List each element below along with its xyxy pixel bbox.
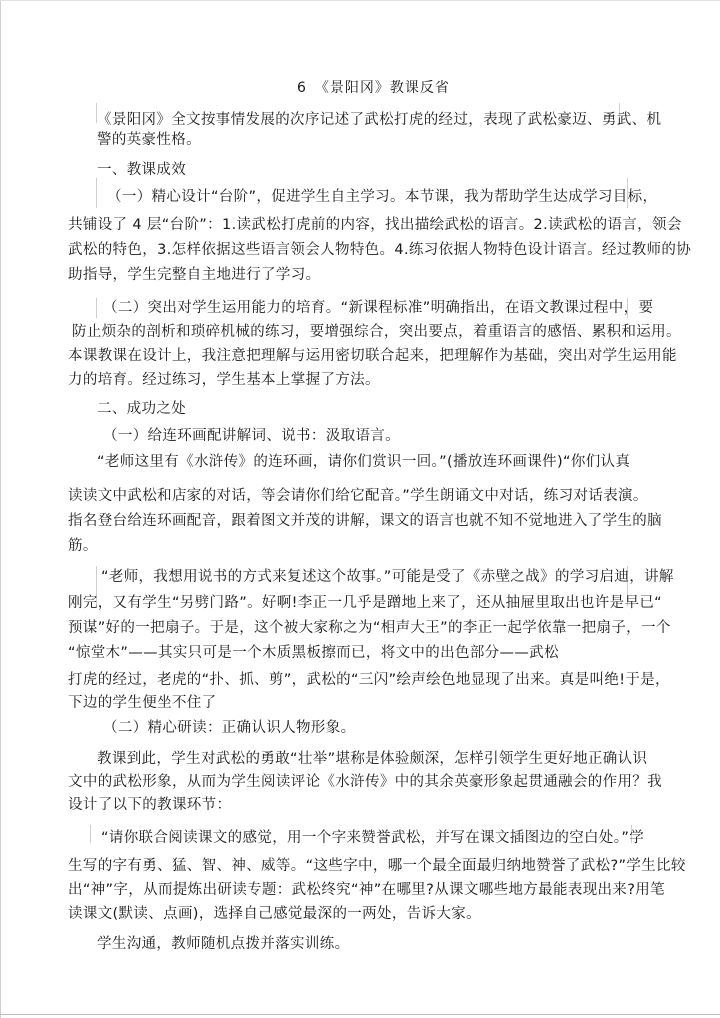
text-line-6: 武松的特色，3.怎样依据这些语言领会人物特色。4.练习依据人物特色设计语言。经过教师的协 (68, 242, 692, 258)
page-bottom-border (0, 1014, 720, 1015)
text-line-10: 本课教课在设计上，我注意把理解与运用密切联合起来，把理解作为基础，突出对学生运用能 (68, 348, 677, 364)
text-line-11: 力的培育。经过练习，学生基本上掌握了方法。 (68, 372, 380, 388)
text-line-16: 指名登台给连环画配音，跟着图文并茂的讲解，课文的语言也就不知不觉地进入了学生的脑 (68, 513, 662, 529)
document-title: 6 《景阳冈》教课反省 (297, 80, 450, 96)
text-line-26: 文中的武松形象，从而为学生阅读评论《水浒传》中的其余英豪形象起贯通融会的作用？我 (68, 774, 662, 790)
text-line-5: 共铺设了 4 层“台阶”：1.读武松打虎前的内容，找出描绘武松的语言。2.读武松的语言，领会 (68, 217, 682, 233)
text-line-23: 下边的学生便坐不住了 (68, 695, 217, 711)
text-line-9: 防止烦杂的剖析和琐碎机械的练习，要增强综合，突出要点，着重语言的感悟、累积和运用。 (72, 324, 681, 340)
text-line-15: 读读文中武松和店家的对话，等会请你们给它配音。”学生朗诵文中对话，练习对话表演。 (68, 488, 648, 504)
text-line-32: 学生沟通，教师随机点拨并落实训练。 (97, 936, 350, 952)
page-left-border (0, 0, 1, 1018)
text-line-25: 教课到此，学生对武松的勇敢“壮举”堪称是体验颇深，怎样引领学生更好地正确认识 (97, 751, 648, 767)
text-line-7: 助指导，学生完整自主地进行了学习。 (68, 267, 321, 283)
text-line-21: “惊堂木”——其实只可是一个木质黑板擦而已，将文中的出色部分——武松 (68, 645, 559, 661)
text-line-27: 设计了以下的教课环节： (68, 797, 232, 813)
text-line-29: 生写的字有勇、猛、智、神、威等。“这些字中，哪一个最全面最归纳地赞誉了武松?”学生比较 (68, 858, 686, 874)
text-line-31: 读课文(默读、点画)，选择自己感觉最深的一两处，告诉大家。 (68, 906, 481, 922)
text-line-20: 预谋”好的一把扇子。于是，这个被大家称之为“相声大王”的李正一起学依靠一把扇子，一个 (68, 620, 671, 636)
text-line-19: 刚完，又有学生“另劈门路”。好啊!李正一几乎是蹭地上来了，还从抽屉里取出也许是早已“ (68, 595, 663, 611)
section-heading-2: 二、成功之处 (97, 401, 187, 417)
text-line-30: 出“神”字，从而提炼出研读专题：武松终究“神”在哪里?从课文哪些地方最能表现出来?用笔 (68, 882, 665, 898)
text-line-2: 警的英豪性格。 (97, 132, 201, 148)
text-line-14: “老师这里有《水浒传》的连环画，请你们赏识一回。”(播放连环画课件)“你们认真 (97, 454, 631, 470)
text-line-17: 筋。 (68, 538, 98, 554)
text-line-1: 《景阳冈》全文按事情发展的次序记述了武松打虎的经过，表现了武松豪迈、勇武、机 (97, 112, 662, 128)
text-line-18: “老师，我想用说书的方式来复述这个故事。”可能是受了《赤壁之战》的学习启迪，讲解 (101, 569, 674, 585)
text-line-28: “请你联合阅读课文的感觉，用一个字来赞誉武松，并写在课文插图边的空白处。”学 (101, 830, 645, 846)
subheading-1-2: （二）突出对学生运用能力的培育。“新课程标准”明确指出，在语文教课过程中，要 (103, 300, 654, 316)
subheading-1-1: （一）精心设计“台阶”，促进学生自主学习。本节课，我为帮助学生达成学习目标， (107, 189, 658, 205)
section-heading-1: 一、教课成效 (97, 162, 187, 178)
subheading-2-2: （二）精心研读：正确认识人物形象。 (103, 720, 356, 736)
text-line-22: 打虎的经过，老虎的“扑、抓、剪”，武松的“三闪”绘声绘色地显现了出来。真是叫绝!于是， (68, 672, 670, 688)
page-top-border (0, 0, 720, 1)
subheading-2-1: （一）给连环画配讲解词、说书：汲取语言。 (103, 428, 400, 444)
